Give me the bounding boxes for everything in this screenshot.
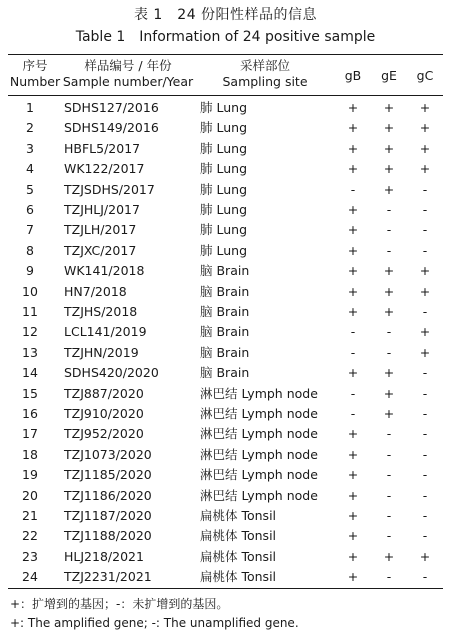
table-row [0,506,451,526]
row-gb: + [347,140,359,156]
row-ge: - [386,508,392,523]
row-gb: + [347,263,359,279]
header-gc: gC [416,68,434,83]
table-row [0,384,451,404]
row-site: 肺 Lung [200,222,247,238]
row-ge: + [383,181,395,197]
row-sample: TZJSDHS/2017 [64,181,155,197]
row-site: 扁桃体 Tonsil [200,508,277,523]
header-number-cn: 序号 [22,58,48,73]
row-ge: + [383,120,395,136]
row-site: 脑 Brain [200,304,250,319]
row-number: 8 [26,242,34,258]
row-site: 肺 Lung [200,140,247,156]
row-number: 3 [26,140,34,156]
row-number: 13 [22,344,38,360]
table-row [0,404,451,424]
row-gc: + [419,324,431,340]
row-gb: + [347,365,359,381]
row-gb: - [350,344,356,360]
row-number: 9 [26,263,34,279]
row-number: 2 [26,120,34,136]
row-gc: - [422,528,428,544]
row-gc: - [422,242,428,258]
row-number: 18 [22,446,38,462]
table-row [0,261,451,281]
row-gc: - [422,385,428,401]
row-number: 10 [22,283,38,299]
row-sample: TZJHLJ/2017 [64,202,140,217]
row-gc: - [422,406,428,421]
row-ge: + [383,548,395,564]
row-number: 21 [22,508,38,523]
row-gb: + [347,283,359,299]
row-site: 淋巴结 Lymph node [200,487,318,503]
row-ge: + [383,140,395,156]
table-row [0,200,451,220]
row-gc: + [419,100,431,115]
row-sample: TZJ1185/2020 [64,467,152,483]
row-sample: TZJ1186/2020 [64,487,152,503]
row-ge: + [383,385,395,401]
row-site: 淋巴结 Lymph node [200,385,318,401]
table-row [0,363,451,383]
row-ge: + [383,283,395,299]
table-row [0,343,451,363]
row-ge: - [386,426,392,442]
row-gc: - [422,304,428,319]
row-sample: TZJLH/2017 [64,222,137,238]
row-sample: TZJ1187/2020 [64,508,152,523]
table-bottom-rule [8,588,443,589]
table-title-chinese: 表 1 24 份阳性样品的信息 [133,7,318,23]
table-row [0,282,451,302]
row-gc: - [422,181,428,197]
row-gc: + [419,344,431,360]
row-gb: + [347,508,359,523]
table-row [0,118,451,138]
row-number: 14 [22,365,38,381]
row-number: 6 [26,202,34,217]
row-number: 7 [26,222,34,238]
row-site: 淋巴结 Lymph node [200,426,318,442]
row-number: 20 [22,487,38,503]
row-gb: + [347,100,359,115]
row-gc: + [419,263,431,279]
header-site [210,58,320,90]
table-row [0,139,451,159]
row-sample: TZJ952/2020 [64,426,144,442]
row-gb: + [347,528,359,544]
row-gb: + [347,242,359,258]
row-gc: - [422,446,428,462]
row-gb: + [347,548,359,564]
row-gc: + [419,161,431,177]
row-ge: + [383,304,395,319]
row-number: 16 [22,406,38,421]
row-site: 淋巴结 Lymph node [200,446,318,462]
row-site: 脑 Brain [200,365,250,381]
row-gb: + [347,304,359,319]
row-gb: + [347,120,359,136]
header-site-en: Sampling site [222,74,308,89]
row-gb: - [350,324,356,340]
row-number: 11 [22,304,38,319]
row-gb: - [350,181,356,197]
row-sample: WK122/2017 [64,161,145,177]
row-gb: + [347,467,359,483]
header-sample-cn: 样品编号 / 年份 [84,58,172,73]
row-gb: + [347,487,359,503]
row-gc: + [419,283,431,299]
row-site: 扁桃体 Tonsil [200,528,277,544]
row-ge: + [383,100,395,115]
row-number: 23 [22,548,38,564]
row-site: 肺 Lung [200,100,247,115]
row-site: 脑 Brain [200,344,250,360]
row-gb: + [347,569,359,585]
row-gc: + [419,548,431,564]
row-site: 脑 Brain [200,263,250,279]
table-row [0,547,451,567]
row-sample: TZJ887/2020 [64,385,144,401]
table-row [0,424,451,444]
table-row [0,302,451,322]
row-gb: + [347,202,359,217]
row-sample: SDHS420/2020 [64,365,159,381]
row-ge: + [383,263,395,279]
row-number: 15 [22,385,38,401]
row-sample: TZJ1188/2020 [64,528,152,544]
row-site: 扁桃体 Tonsil [200,548,277,564]
row-site: 肺 Lung [200,161,247,177]
row-ge: - [386,242,392,258]
row-gc: + [419,120,431,136]
row-site: 脑 Brain [200,324,250,340]
row-sample: TZJ910/2020 [64,406,144,421]
row-site: 扁桃体 Tonsil [200,569,277,585]
row-sample: TZJ2231/2021 [64,569,152,585]
row-sample: TZJXC/2017 [64,242,137,258]
row-ge: + [383,365,395,381]
table-row [0,567,451,587]
row-site: 脑 Brain [200,283,250,299]
row-gc: - [422,487,428,503]
row-number: 22 [22,528,38,544]
row-gb: - [350,406,356,421]
row-gb: + [347,161,359,177]
row-sample: HLJ218/2021 [64,548,144,564]
row-sample: SDHS127/2016 [64,100,159,115]
row-number: 4 [26,161,34,177]
table-row [0,526,451,546]
row-ge: - [386,446,392,462]
row-gb: + [347,426,359,442]
row-gb: + [347,222,359,238]
row-number: 12 [22,324,38,340]
row-sample: TZJHS/2018 [64,304,138,319]
row-site: 肺 Lung [200,120,247,136]
row-gb: - [350,385,356,401]
row-site: 淋巴结 Lymph node [200,467,318,483]
header-ge: gE [381,68,397,83]
footnote-english: +: The amplified gene; -: The unamplified gene. [10,616,299,630]
table-title-english: Table 1 Information of 24 positive sample [75,29,376,45]
header-sample-en: Sample number/Year [62,74,194,89]
row-number: 17 [22,426,38,442]
table-row [0,98,451,118]
table-header [0,58,451,94]
row-number: 19 [22,467,38,483]
header-site-cn: 采样部位 [239,58,290,73]
header-gb: gB [344,68,362,83]
table-row [0,445,451,465]
row-number: 1 [26,100,34,115]
row-site: 淋巴结 Lymph node [200,406,318,421]
row-site: 肺 Lung [200,181,247,197]
row-gc: - [422,508,428,523]
table-row [0,465,451,485]
row-number: 5 [26,181,34,197]
row-ge: - [386,202,392,217]
row-sample: HN7/2018 [64,283,127,299]
row-gc: - [422,222,428,238]
row-gc: - [422,569,428,585]
row-gc: - [422,426,428,442]
row-site: 肺 Lung [200,242,247,258]
row-ge: - [386,487,392,503]
table-row [0,220,451,240]
table-top-rule [8,54,443,55]
table-row [0,159,451,179]
row-gb: + [347,446,359,462]
header-number [8,58,62,90]
footnote-chinese: +：扩增到的基因；-：未扩增到的基因。 [10,597,229,611]
table-row [0,322,451,342]
row-sample: LCL141/2019 [64,324,147,340]
row-ge: - [386,528,392,544]
row-number: 24 [22,569,38,585]
row-ge: - [386,569,392,585]
table-row [0,241,451,261]
row-ge: - [386,344,392,360]
header-number-en: Number [9,74,61,89]
row-ge: - [386,324,392,340]
row-ge: - [386,467,392,483]
row-gc: - [422,365,428,381]
row-sample: TZJ1073/2020 [64,446,152,462]
row-ge: + [383,406,395,421]
row-sample: TZJHN/2019 [64,344,139,360]
table-row [0,180,451,200]
row-gc: - [422,467,428,483]
table-header-rule [8,95,443,96]
row-sample: WK141/2018 [64,263,145,279]
row-gc: - [422,202,428,217]
row-site: 肺 Lung [200,202,247,217]
row-sample: SDHS149/2016 [64,120,159,136]
row-gc: + [419,140,431,156]
table-row [0,486,451,506]
header-sample [62,58,194,90]
row-sample: HBFL5/2017 [64,140,141,156]
row-ge: + [383,161,395,177]
row-ge: - [386,222,392,238]
